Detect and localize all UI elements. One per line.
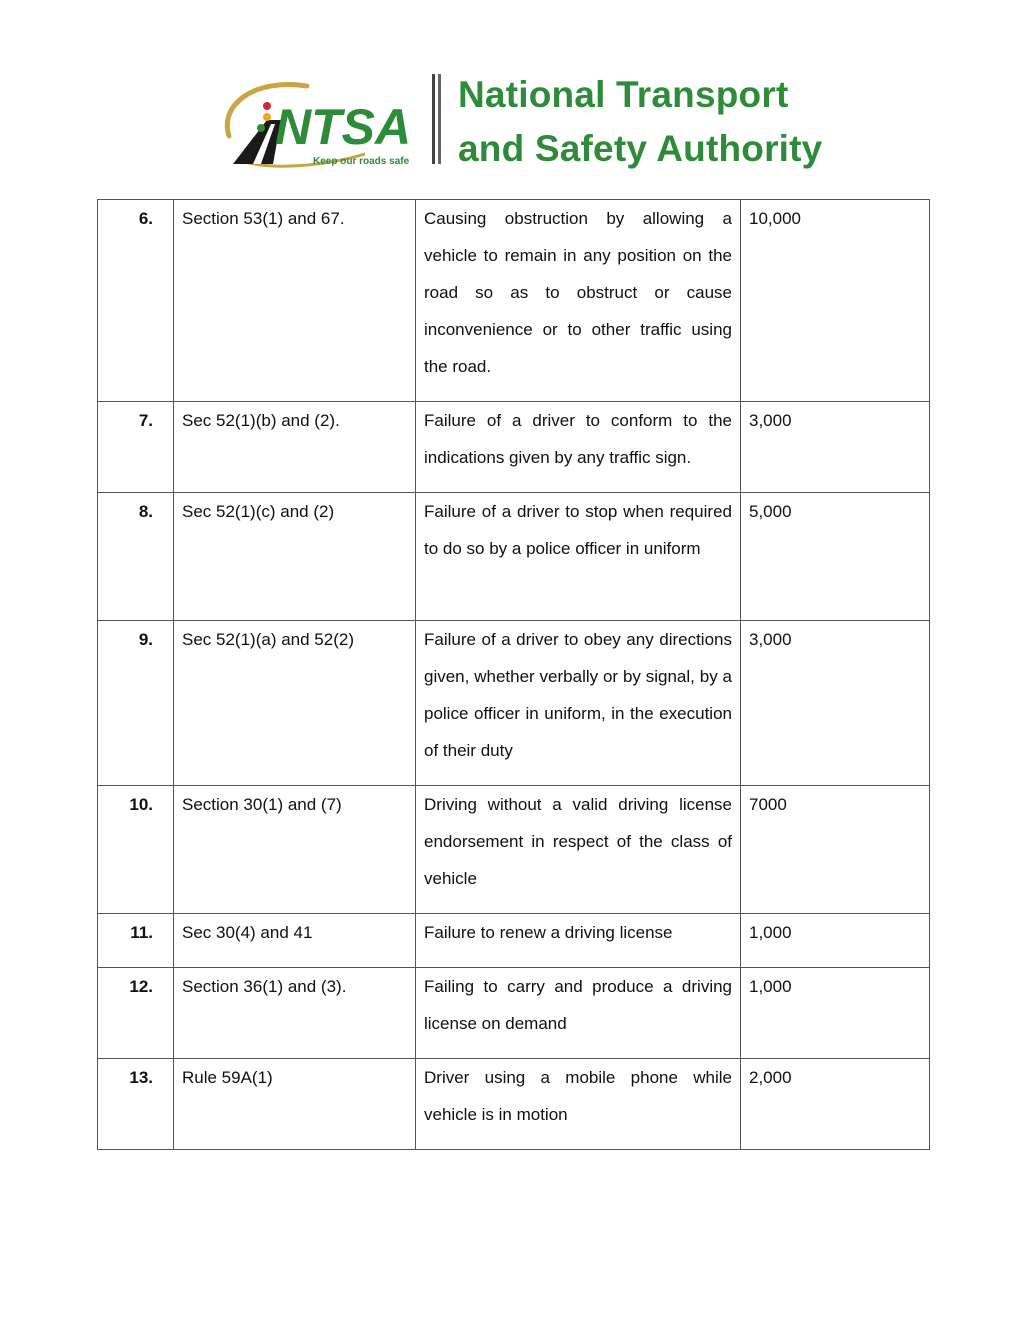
header-divider xyxy=(432,74,444,164)
table-row xyxy=(98,1059,930,1150)
table-row xyxy=(98,914,930,968)
fine-cell: 5,000 xyxy=(741,493,930,621)
offence-cell: Failure to renew a driving license xyxy=(416,914,741,968)
org-name-line2: and Safety Authority xyxy=(458,128,823,169)
offence-cell: Driver using a mobile phone while vehicle is in motion xyxy=(416,1059,741,1150)
row-number: 12. xyxy=(98,968,174,1059)
table-row xyxy=(98,493,930,621)
fine-cell: 7000 xyxy=(741,786,930,914)
page-header xyxy=(215,68,823,174)
row-number: 8. xyxy=(98,493,174,621)
table-row xyxy=(98,621,930,786)
fine-cell: 1,000 xyxy=(741,968,930,1059)
org-name-line1: National Transport xyxy=(458,74,789,115)
offence-cell: Failure of a driver to obey any directions given, whether verbally or by signal, by a police officer in uniform, in the execution of their duty xyxy=(416,621,741,786)
row-number: 10. xyxy=(98,786,174,914)
section-cell: Sec 52(1)(a) and 52(2) xyxy=(174,621,416,786)
offence-cell: Failing to carry and produce a driving license on demand xyxy=(416,968,741,1059)
table-row xyxy=(98,968,930,1059)
row-number: 13. xyxy=(98,1059,174,1150)
section-cell: Sec 52(1)(c) and (2) xyxy=(174,493,416,621)
logo-tagline: Keep our roads safe xyxy=(313,156,410,167)
row-number: 7. xyxy=(98,402,174,493)
table-row xyxy=(98,200,930,402)
fine-cell: 1,000 xyxy=(741,914,930,968)
offence-cell: Failure of a driver to conform to the indications given by any traffic sign. xyxy=(416,402,741,493)
section-cell: Section 30(1) and (7) xyxy=(174,786,416,914)
row-number: 9. xyxy=(98,621,174,786)
row-number: 11. xyxy=(98,914,174,968)
row-number: 6. xyxy=(98,200,174,402)
fine-cell: 3,000 xyxy=(741,402,930,493)
ntsa-logo xyxy=(215,74,420,170)
fine-cell: 10,000 xyxy=(741,200,930,402)
section-cell: Rule 59A(1) xyxy=(174,1059,416,1150)
logo-lettering: NTSA xyxy=(275,99,412,155)
section-cell: Section 53(1) and 67. xyxy=(174,200,416,402)
fine-cell: 2,000 xyxy=(741,1059,930,1150)
organization-name xyxy=(458,68,838,176)
table-row xyxy=(98,786,930,914)
section-cell: Sec 30(4) and 41 xyxy=(174,914,416,968)
fine-cell: 3,000 xyxy=(741,621,930,786)
offence-cell: Driving without a valid driving license endorsement in respect of the class of vehicle xyxy=(416,786,741,914)
table-row xyxy=(98,402,930,493)
offence-cell: Failure of a driver to stop when required to do so by a police officer in uniform xyxy=(416,493,741,621)
offence-cell: Causing obstruction by allowing a vehicle to remain in any position on the road so as to obstruct or cause inconvenience or to other traffic using the road. xyxy=(416,200,741,402)
section-cell: Sec 52(1)(b) and (2). xyxy=(174,402,416,493)
offences-table xyxy=(97,199,930,1150)
section-cell: Section 36(1) and (3). xyxy=(174,968,416,1059)
